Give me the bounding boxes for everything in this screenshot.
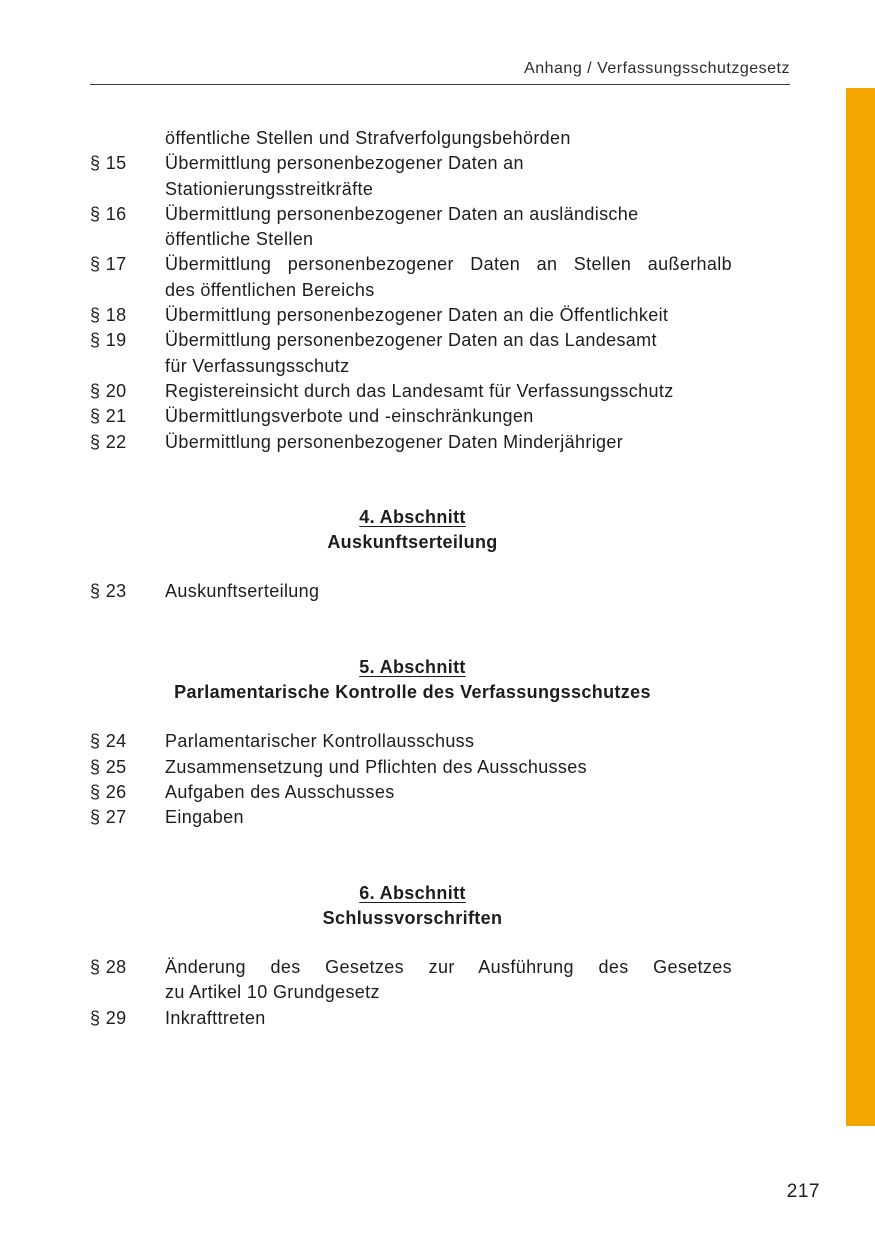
toc-entry: [90, 379, 735, 404]
section-heading: [90, 505, 735, 556]
section-title: 5. Abschnitt: [359, 656, 466, 677]
entry-text-line: Parlamentarischer Kontrollausschuss: [165, 731, 475, 752]
entry-text: [165, 404, 732, 429]
section-subtitle: Schlussvorschriften: [322, 907, 503, 928]
entry-text-line: Inkrafttreten: [165, 1007, 266, 1028]
entry-text-line: Stationierungsstreitkräfte: [165, 178, 374, 199]
entry-text-line: Aufgaben des Ausschusses: [165, 781, 395, 802]
header-rule: [90, 84, 790, 85]
toc-entry: [90, 126, 735, 151]
section-title: 6. Abschnitt: [359, 882, 466, 903]
section-heading: [90, 655, 735, 706]
entry-number: § 24: [90, 731, 127, 752]
entry-text: [165, 202, 732, 253]
header-breadcrumb: Anhang / Verfassungsschutzgesetz: [524, 60, 790, 77]
entry-text-line: Eingaben: [165, 807, 244, 828]
entry-text: [165, 328, 732, 379]
entry-number: § 16: [90, 203, 127, 224]
section-title: 4. Abschnitt: [359, 506, 466, 527]
entry-text-line: Auskunftserteilung: [165, 581, 320, 602]
entry-text: [165, 430, 732, 455]
entry-number: § 25: [90, 756, 127, 777]
toc-entry: [90, 780, 735, 805]
entry-number: § 19: [90, 330, 127, 351]
toc-entry: [90, 955, 735, 1006]
entry-number: [90, 126, 165, 151]
entry-text: [165, 379, 732, 404]
entry-text-line: öffentliche Stellen: [165, 229, 314, 250]
entry-text: [165, 252, 732, 303]
entry-text-line: Übermittlungsverbote und -einschränkungen: [165, 406, 534, 427]
entry-number: § 26: [90, 781, 127, 802]
toc-entry: [90, 729, 735, 754]
entry-text-line: Übermittlung personenbezogener Daten Minderjähriger: [165, 431, 624, 452]
entry-text: [165, 780, 732, 805]
entry-text-line: zu Artikel 10 Grundgesetz: [165, 982, 380, 1003]
entry-number: § 18: [90, 305, 127, 326]
entry-text-line: Änderung des Gesetzes zur Ausführung des Gesetzes: [165, 957, 732, 978]
toc-entry: [90, 303, 735, 328]
entry-text: [165, 955, 732, 1006]
entry-number: § 27: [90, 807, 127, 828]
entry-text-line: öffentliche Stellen und Strafverfolgungsbehörden: [165, 128, 571, 148]
entry-text-line: Registereinsicht durch das Landesamt für Verfassungsschutz: [165, 380, 674, 401]
toc-entry: [90, 252, 735, 303]
entry-number: § 22: [90, 431, 127, 452]
toc: [90, 126, 735, 1031]
entry-number: § 15: [90, 153, 127, 174]
entry-text: [165, 303, 732, 328]
entry-text-line: Übermittlung personenbezogener Daten an Stellen außerhalb: [165, 254, 732, 275]
entry-number: § 29: [90, 1007, 127, 1028]
entry-number: § 21: [90, 406, 127, 427]
entry-number: § 28: [90, 957, 127, 978]
toc-entry: [90, 805, 735, 830]
entry-text-line: Übermittlung personenbezogener Daten an ausländische: [165, 203, 639, 224]
entry-text-line: Übermittlung personenbezogener Daten an das Landesamt: [165, 330, 657, 351]
entry-text: [165, 151, 732, 202]
entry-number: § 23: [90, 581, 127, 602]
entry-text-line: Übermittlung personenbezogener Daten an: [165, 153, 524, 174]
entry-text-line: des öffentlichen Bereichs: [165, 279, 375, 300]
entry-number: § 17: [90, 254, 127, 275]
page-number: 217: [786, 1181, 820, 1202]
toc-entry: [90, 430, 735, 455]
toc-entry: [90, 579, 735, 604]
toc-entry: [90, 202, 735, 253]
entry-text: [165, 729, 732, 754]
entry-text: [165, 805, 732, 830]
entry-text: [165, 1006, 732, 1031]
entry-text: [165, 126, 732, 151]
entry-text-line: Übermittlung personenbezogener Daten an die Öffentlichkeit: [165, 305, 669, 326]
toc-entry: [90, 404, 735, 429]
toc-entry: [90, 1006, 735, 1031]
toc-entry: [90, 755, 735, 780]
entry-text-line: Zusammensetzung und Pflichten des Ausschusses: [165, 756, 587, 777]
toc-entry: [90, 328, 735, 379]
section-heading: [90, 881, 735, 932]
accent-bar: [846, 88, 875, 1126]
entry-text-line: für Verfassungsschutz: [165, 355, 350, 376]
section-subtitle: Auskunftserteilung: [327, 532, 498, 553]
section-subtitle: Parlamentarische Kontrolle des Verfassungsschutzes: [174, 682, 651, 703]
toc-entry: [90, 151, 735, 202]
entry-number: § 20: [90, 380, 127, 401]
entry-text: [165, 755, 732, 780]
entry-text: [165, 579, 732, 604]
